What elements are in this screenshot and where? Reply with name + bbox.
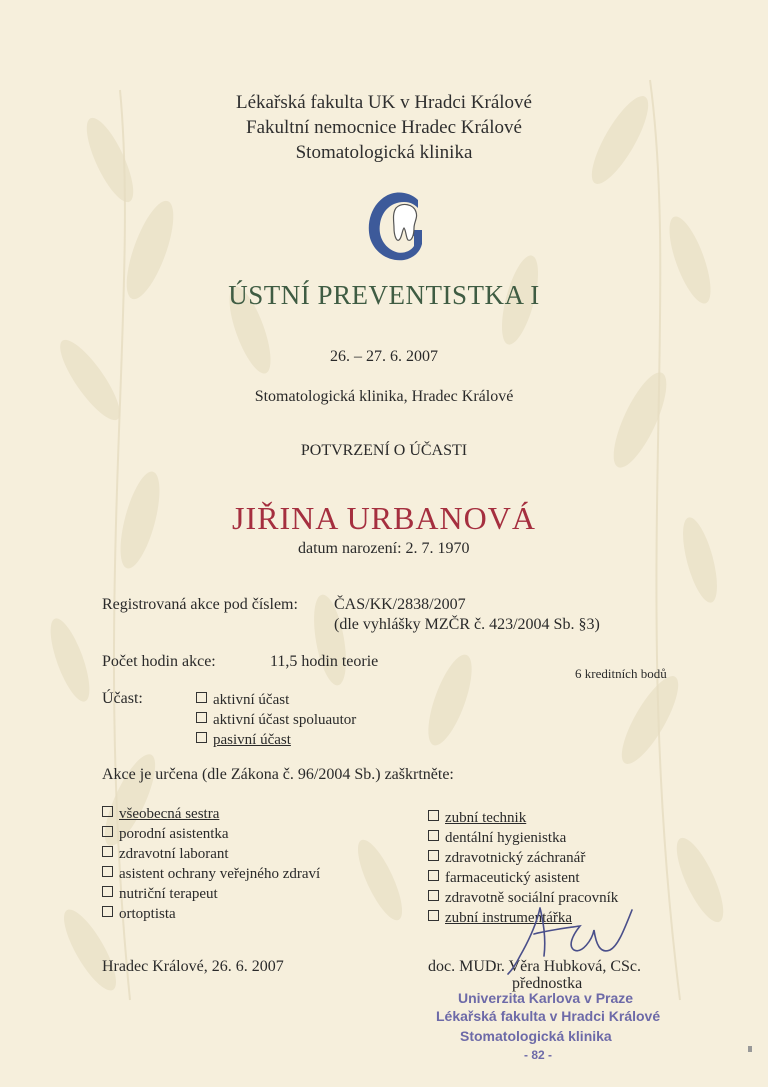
profession-right-item: zubní instrumentářka [428,910,572,927]
stamp-page-number: - 82 - [524,1048,553,1062]
checkbox-icon [428,810,439,821]
confirmation-heading: POTVRZENÍ O ÚČASTI [300,442,468,459]
participation-label: Účast: [102,690,143,707]
participant-name: JIŘINA URBANOVÁ [232,500,536,536]
tooth-g-logo-icon [358,186,438,266]
stamp-line-2: Lékařská fakulta v Hradci Králové [436,1008,661,1024]
registration-decree: (dle vyhlášky MZČR č. 423/2004 Sb. §3) [334,616,600,633]
profession-left-item: ortoptista [102,906,176,923]
intended-for-label: Akce je určena (dle Zákona č. 96/2004 Sb.) zaškrtněte: [102,766,454,783]
profession-left-item: porodní asistentka [102,826,229,843]
profession-right-item: zubní technik [428,810,526,827]
signatory-role: přednostka [512,975,583,992]
profession-right-item: dentální hygienistka [428,830,566,847]
checkbox-icon [102,906,113,917]
stamp-line-3: Stomatologická klinika [460,1028,612,1044]
credits-value: 6 kreditních bodů [575,666,667,681]
profession-left-item: všeobecná sestra [102,806,219,823]
checkbox-icon [102,886,113,897]
checkbox-icon [428,830,439,841]
participation-option-active: aktivní účast [196,692,289,709]
profession-left-item: asistent ochrany veřejného zdraví [102,866,320,883]
handwritten-signature [500,900,640,980]
stamp-line-1: Univerzita Karlova v Praze [458,990,634,1006]
clinic-name: Stomatologická klinika [295,142,473,163]
checkbox-icon [428,870,439,881]
course-venue: Stomatologická klinika, Hradec Králové [254,388,514,405]
course-title: ÚSTNÍ PREVENTISTKA I [228,280,540,310]
registration-label: Registrovaná akce pod číslem: [102,596,298,613]
checkbox-icon [102,806,113,817]
profession-right-item: zdravotnický záchranář [428,850,585,867]
signatory-name: doc. MUDr. Věra Hubková, CSc. [428,958,642,975]
birth-date-label: datum narození: [298,540,402,557]
hospital-name: Fakultní nemocnice Hradec Králové [246,117,522,138]
checkbox-icon [196,692,207,703]
checkbox-icon [102,826,113,837]
birth-date-value: 2. 7. 1970 [405,540,470,557]
checkbox-icon [428,850,439,861]
place-and-date: Hradec Králové, 26. 6. 2007 [102,958,284,975]
checkbox-icon [102,866,113,877]
checkbox-icon [428,910,439,921]
participation-option-coauthor: aktivní účast spoluautor [196,712,356,729]
checkbox-icon [428,890,439,901]
profession-right-item: farmaceutický asistent [428,870,580,887]
checkbox-icon [196,732,207,743]
registration-number: ČAS/KK/2838/2007 [334,596,466,613]
profession-left-item: nutriční terapeut [102,886,218,903]
course-date: 26. – 27. 6. 2007 [330,348,438,365]
hours-label: Počet hodin akce: [102,653,216,670]
checkbox-icon [196,712,207,723]
birth-date-line [298,540,470,558]
checkbox-icon [102,846,113,857]
profession-right-item: zdravotně sociální pracovník [428,890,618,907]
hours-value: 11,5 hodin teorie [270,653,379,670]
corner-mark [748,1046,752,1052]
profession-left-item: zdravotní laborant [102,846,229,863]
faculty-name: Lékařská fakulta UK v Hradci Králové [236,92,532,113]
participation-option-passive: pasivní účast [196,732,291,749]
